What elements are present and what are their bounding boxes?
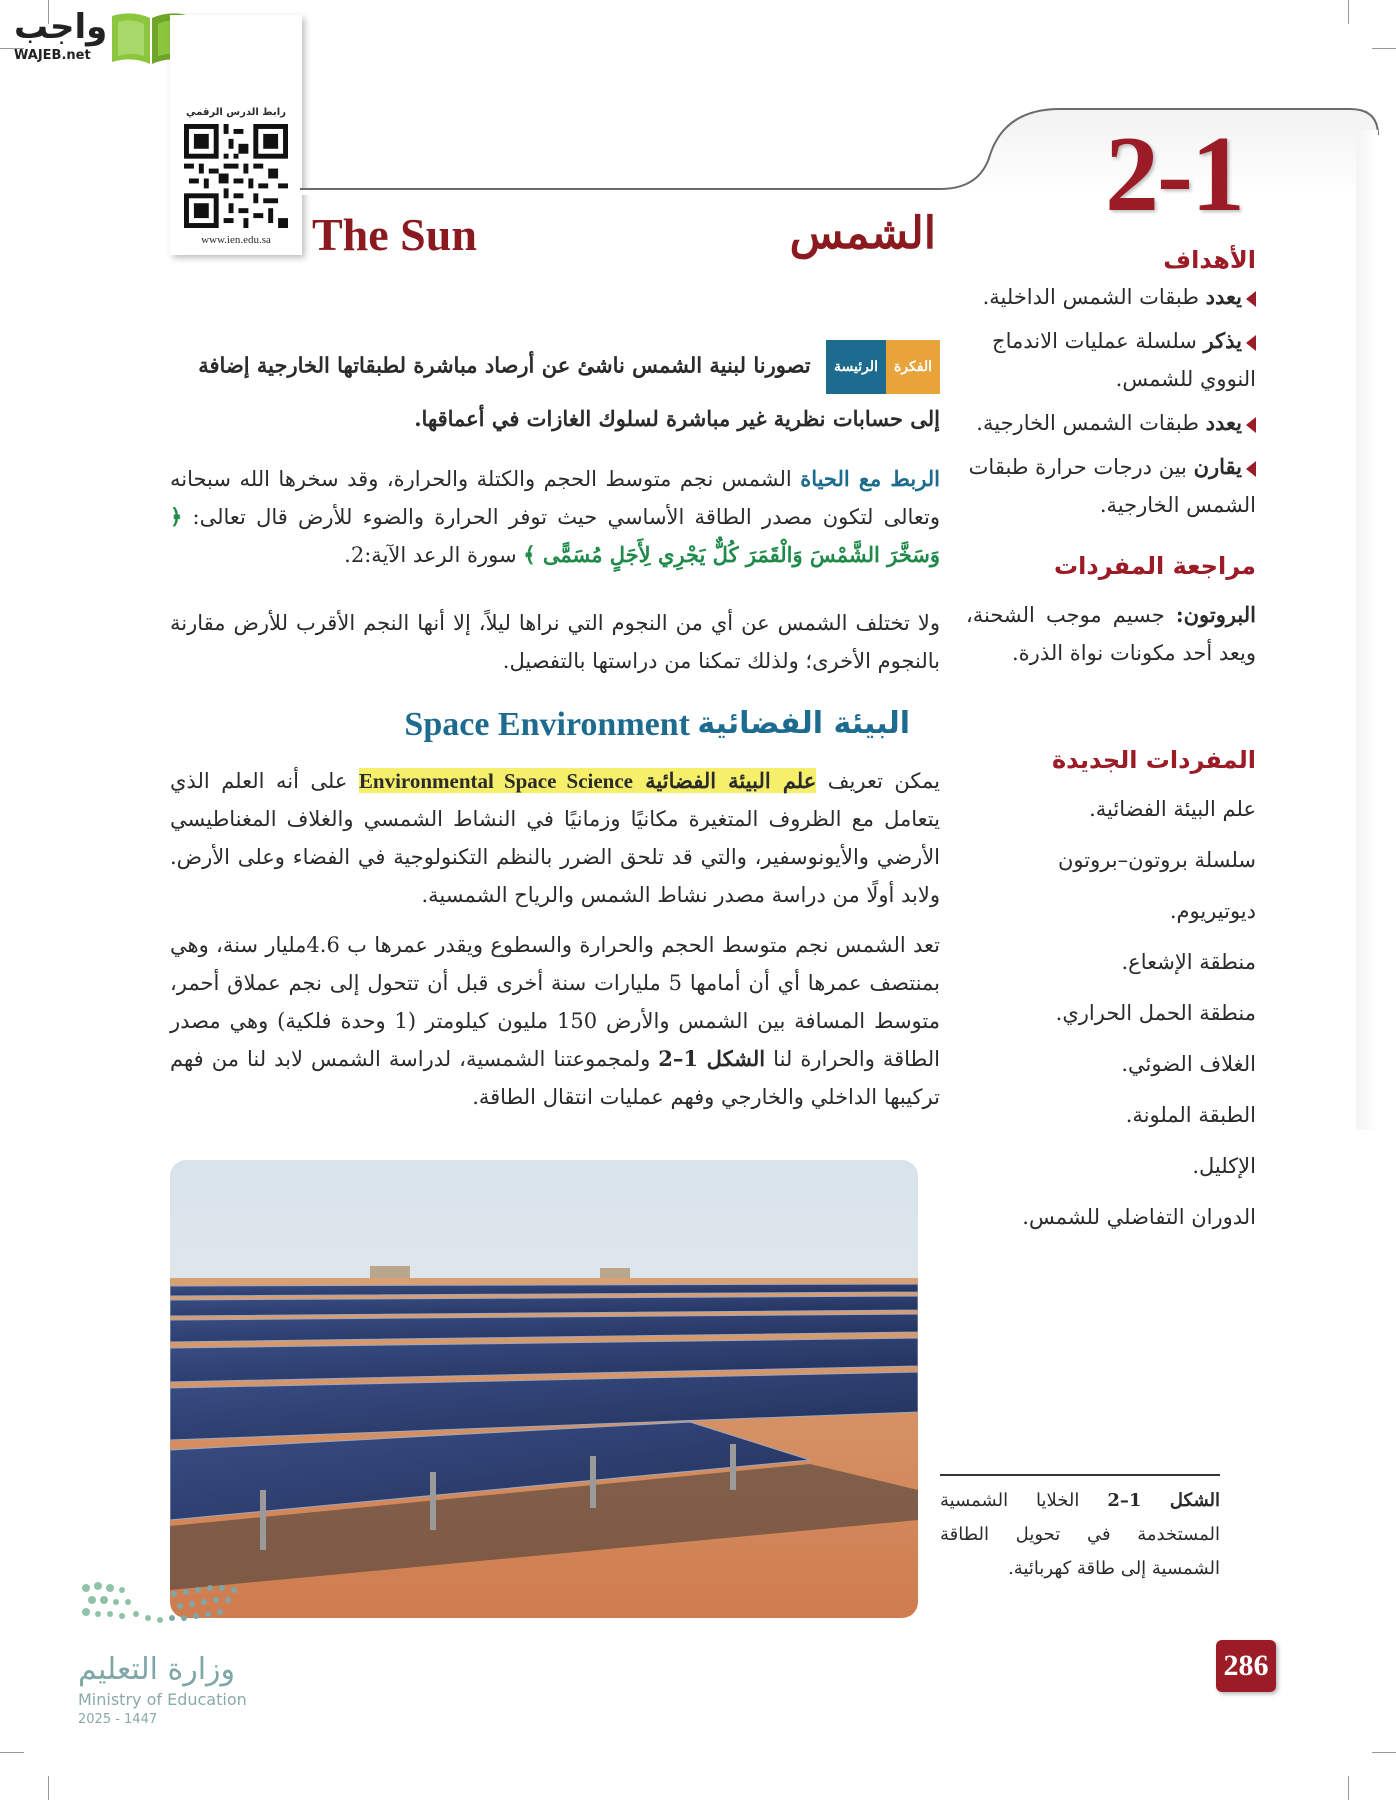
review-vocab-section [966,552,1256,672]
new-vocab-title: المفردات الجديدة [1052,746,1256,774]
bullet-icon [1246,291,1256,307]
figure-label: الشكل 1–2 [1107,1490,1220,1511]
vocab-item: الطبقة الملونة. [1125,1103,1256,1127]
vocab-item: الغلاف الضوئي. [1121,1052,1256,1076]
main-idea-text: تصورنا لبنية الشمس ناشئ عن أرصاد مباشرة لطبقاتها الخارجية إضافة إلى حسابات نظرية غير مباشرة لسلوك الغازات في أعماقها. [198,352,940,431]
objectives-section [966,246,1256,524]
solar-panels-photo [170,1160,918,1618]
bullet-icon [1246,335,1256,351]
vocab-item: ديوتيريوم. [1169,899,1256,923]
paragraph-sun-facts: تعد الشمس نجم متوسط الحجم والحرارة والسطوع ويقدر عمرها ب 4.6مليار سنة، وهي بمنتصف عمرها أي أن أمامها 5 مليارات سنة أخرى قبل أن تتحول إلى نجم عملاق أحمر، متوسط المسافة بين الشمس والأرض 150 مليون كيلومتر (1 وحدة فلكية) وهي مصدر الطاقة والحرارة لنا الشكل 1–2 ولمجموعتنا الشمسية، لدراسة الشمس لابد لنا من فهم تركيبها الداخلي والخارجي وفهم عمليات انتقال الطاقة. [170,933,941,1109]
title-english: The Sun [312,209,477,260]
vocab-item: منطقة الحمل الحراري. [1055,1001,1256,1025]
bullet-icon [1246,461,1256,477]
page-number: 286 [1216,1640,1276,1692]
highlight-term: علم البيئة الفضائية Environmental Space Science [358,768,817,793]
logo-english: WAJEB.net [14,48,91,63]
objective-item: يعدد طبقات الشمس الداخلية. [966,278,1256,316]
vocab-item: منطقة الإشعاع. [1121,950,1256,974]
crop-mark [48,1776,49,1800]
life-label: الربط مع الحياة [800,466,941,491]
lesson-number: 2-1 [1105,115,1243,234]
figure-caption: الشكل 1–2 الخلايا الشمسية المستخدمة في تحويل الطاقة الشمسية إلى طاقة كهربائية. [940,1490,1220,1579]
qr-card[interactable] [170,15,302,255]
crop-mark [1348,1776,1349,1800]
vocab-item: علم البيئة الفضائية. [1089,797,1256,821]
section-title-en: Space Environment [404,706,690,743]
main-tag: الرئيسة [826,340,886,394]
side-shade [1356,130,1378,1130]
objective-item: يعدد طبقات الشمس الخارجية. [966,404,1256,442]
new-vocab-section [966,746,1256,1243]
paragraph-stars: ولا تختلف الشمس عن أي من النجوم التي نراها ليلاً، إلا أنها النجم الأقرب للأرض مقارنة بالنجوم الأخرى؛ ولذلك تمكنا من دراستها بالتفصيل. [170,611,940,673]
qr-code-icon[interactable] [184,124,288,228]
objectives-title: الأهداف [1163,246,1256,274]
bullet-icon [1246,417,1256,433]
title-arabic: الشمس [789,208,936,259]
review-vocab-title: مراجعة المفردات [1054,552,1256,580]
vocab-item: الإكليل. [1192,1154,1256,1178]
objective-item: يذكر سلسلة عمليات الاندماج النووي للشمس. [992,328,1256,391]
idea-tag: الفكرة [886,340,940,394]
caption-divider [940,1474,1220,1476]
ministry-name-en: Ministry of Education [78,1690,247,1709]
logo-arabic: واجب [14,7,108,47]
vocab-item: سلسلة بروتون–بروتون [1057,848,1256,872]
crop-mark [0,1752,24,1753]
qr-title: رابط الدرس الرقمي [186,107,286,118]
crop-mark [1348,0,1349,24]
ministry-logo-icon [78,1580,248,1640]
crop-mark [1372,1752,1396,1753]
wajeb-logo[interactable] [8,8,188,70]
life-connection: الربط مع الحياة الشمس نجم متوسط الحجم والكتلة والحرارة، وقد سخرها الله سبحانه وتعالى لتكون مصدر الطاقة الأساسي حيث توفر الحرارة والضوء للأرض قال تعالى: ﴿ وَسَخَّرَ الشَّمْسَ وَالْقَمَرَ كُلٌّ يَجْرِي لِأَجَلٍ مُسَمًّى ﴾ سورة الرعد الآية:2. [170,466,941,567]
ministry-name-ar: وزارة التعليم [78,1652,236,1687]
crop-mark [1372,48,1396,49]
qr-url[interactable]: www.ien.edu.sa [201,234,271,246]
section-title-ar: البيئة الفضائية [697,706,910,741]
vocab-item: الدوران التفاضلي للشمس. [1022,1205,1256,1229]
objective-item: يقارن بين درجات حرارة طبقات الشمس الخارجية. [968,454,1256,517]
ministry-year: 2025 - 1447 [78,1712,158,1727]
quran-verse: ﴿ وَسَخَّرَ الشَّمْسَ وَالْقَمَرَ كُلٌّ يَجْرِي لِأَجَلٍ مُسَمًّى ﴾ [170,504,940,567]
figure-reference[interactable]: الشكل 1–2 [658,1046,766,1071]
main-idea [170,340,940,444]
review-vocab-definition: البروتون: جسيم موجب الشحنة، ويعد أحد مكونات نواة الذرة. [966,602,1256,665]
paragraph-environment: يمكن تعريف علم البيئة الفضائية Environmental Space Science على أنه العلم الذي يتعامل مع الظروف المتغيرة مكانيًا وزمانيًا في النشاط الشمسي والغلاف المغناطيسي الأرضي والأيونوسفير، والتي قد تلحق الضرر بالنظم التكنولوجية في الفضاء وعلى الأرض. ولابد أولًا من دراسة مصدر نشاط الشمس والرياح الشمسية. [170,768,940,907]
